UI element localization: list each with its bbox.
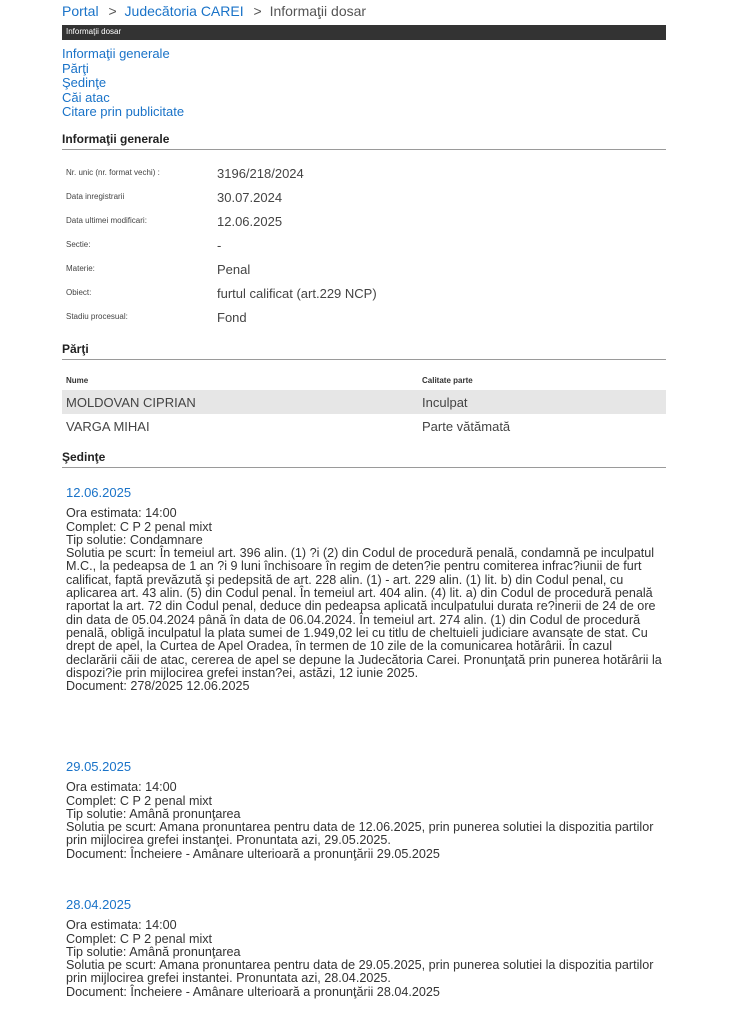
hearing-document: Document: Încheiere - Amânare ulterioară a pronunţării 29.05.2025 [66,846,440,861]
hearing-time: Ora estimata: 14:00 [66,506,177,521]
hearing-solution-summary: Solutia pe scurt: Amana pronuntarea pentru data de 12.06.2025, prin punerea solutiei la dispozitia partilor prin mijlocirea grefei instanţei. Pronuntata azi, 29.05.2025. [66,820,654,848]
column-header-calitate: Calitate parte [422,376,473,385]
section-title-informatii-generale: Informaţii generale [62,132,170,146]
section-divider [62,359,666,360]
party-name: VARGA MIHAI [66,419,150,434]
info-row-data-ultimei-modificari [62,216,666,240]
info-row-stadiu-procesual [62,312,666,336]
party-role: Inculpat [422,395,468,410]
nav-link-citare-publicitate[interactable]: Citare prin publicitate [62,104,185,120]
hearing-solution-summary: Solutia pe scurt: Amana pronuntarea pentru data de 29.05.2025, prin punerea solutiei la dispozitia partilor prin mijlocirea grefei instantei. Pronuntata azi, 28.04.2025. [66,958,654,986]
hearing-panel: Complet: C P 2 penal mixt [66,931,213,946]
hearing-document: Document: 278/2025 12.06.2025 [66,679,250,694]
parti-table-header [62,374,666,388]
info-label: Data ultimei modificari: [66,216,147,225]
info-value: 3196/218/2024 [217,166,304,181]
info-label: Nr. unic (nr. format vechi) : [66,168,160,177]
info-row-sectie [62,240,666,264]
breadcrumb-court-link[interactable]: Judecătoria CAREI [124,3,244,19]
hearing-time: Ora estimata: 14:00 [66,780,177,795]
hearing-solution-type: Tip solutie: Amână pronunţarea [66,806,241,821]
breadcrumb-portal-link[interactable]: Portal [62,3,99,19]
info-label: Stadiu procesual: [66,312,128,321]
hearing-entry [66,486,662,693]
nav-link-cai-atac[interactable]: Căi atac [62,89,110,105]
info-value: Fond [217,310,247,325]
hearing-document: Document: Încheiere - Amânare ulterioară a pronunţării 28.04.2025 [66,984,440,999]
hearing-time: Ora estimata: 14:00 [66,918,177,933]
info-row-materie [62,264,666,288]
info-label: Obiect: [66,288,92,297]
hearing-entry [66,760,662,861]
hearing-date: 28.04.2025 [66,897,132,912]
breadcrumb-current: Informaţii dosar [269,3,367,19]
info-label: Materie: [66,264,95,273]
info-row-data-inregistrarii [62,192,666,216]
section-nav [62,47,184,120]
info-row-obiect [62,288,666,312]
hearing-solution-summary: Solutia pe scurt: În temeiul art. 396 alin. (1) ?i (2) din Codul de procedură penală, condamnă pe inculpatul M.C., la pedeapsa de 1 an ?i 9 luni închisoare în regim de deten?ie pentru comiterea infrac?iunii de furt calificat, faptă prevăzută şi pedepsită de art. 228 alin. (1) - art. 229 alin. (1) lit. b) din Codul penal, cu aplicarea art. 43 alin. (5) din Codul penal. În temeiul art. 404 alin. (4) lit. a) din Codul de procedură penală raportat la art. 72 din Codul penal, deduce din pedeapsa aplicată inculpatului durata re?inerii de 24 de ore din data de 05.04.2024 până în data de 06.04.2024. În temeiul art. 274 alin. (1) din Codul de procedură penală, obligă inculpatul la plata sumei de 1.949,02 lei cu titlu de cheltuieli judiciare avansate de stat. Cu drept de apel, la Curtea de Apel Oradea, în termen de 10 zile de la comunicarea hotărârii. În cazul declarării căii de atac, cererea de apel se depune la Judecătoria Carei. Pronunţată prin punerea hotărârii la dispozi?ie prin mijlocirea grefei instan?ei, astăzi, 12 iunie 2025. [66,546,662,680]
info-value: - [217,238,222,253]
info-value: 30.07.2024 [217,190,283,205]
section-divider [62,149,666,150]
hearing-panel: Complet: C P 2 penal mixt [66,519,213,534]
hearing-entry [66,898,662,999]
info-row-nr-unic [62,168,666,192]
section-title-sedinte: Şedinţe [62,450,106,464]
table-row [62,414,666,438]
column-header-nume: Nume [66,376,89,385]
nav-link-parti[interactable]: Părţi [62,60,89,76]
info-label: Sectie: [66,240,91,249]
info-value: furtul calificat (art.229 NCP) [217,286,377,301]
nav-link-informatii-generale[interactable]: Informaţii generale [62,46,170,61]
breadcrumb [62,3,366,19]
party-name: MOLDOVAN CIPRIAN [66,395,196,410]
hearing-date: 12.06.2025 [66,485,132,500]
section-divider [62,467,666,468]
info-value: 12.06.2025 [217,214,283,229]
party-role: Parte vătămată [422,419,511,434]
section-title-parti: Părţi [62,342,89,356]
hearing-date: 29.05.2025 [66,759,132,774]
hearing-solution-type: Tip solutie: Condamnare [66,532,203,547]
panel-header-bar [62,25,666,40]
info-label: Data inregistrarii [66,192,125,201]
info-value: Penal [217,262,251,277]
breadcrumb-separator: > [108,3,117,19]
table-row [62,390,666,414]
panel-header-title: Informaţii dosar [66,27,122,36]
breadcrumb-separator: > [253,3,262,19]
hearing-panel: Complet: C P 2 penal mixt [66,793,213,808]
hearing-solution-type: Tip solutie: Amână pronunţarea [66,944,241,959]
nav-link-sedinte[interactable]: Şedinţe [62,75,107,91]
